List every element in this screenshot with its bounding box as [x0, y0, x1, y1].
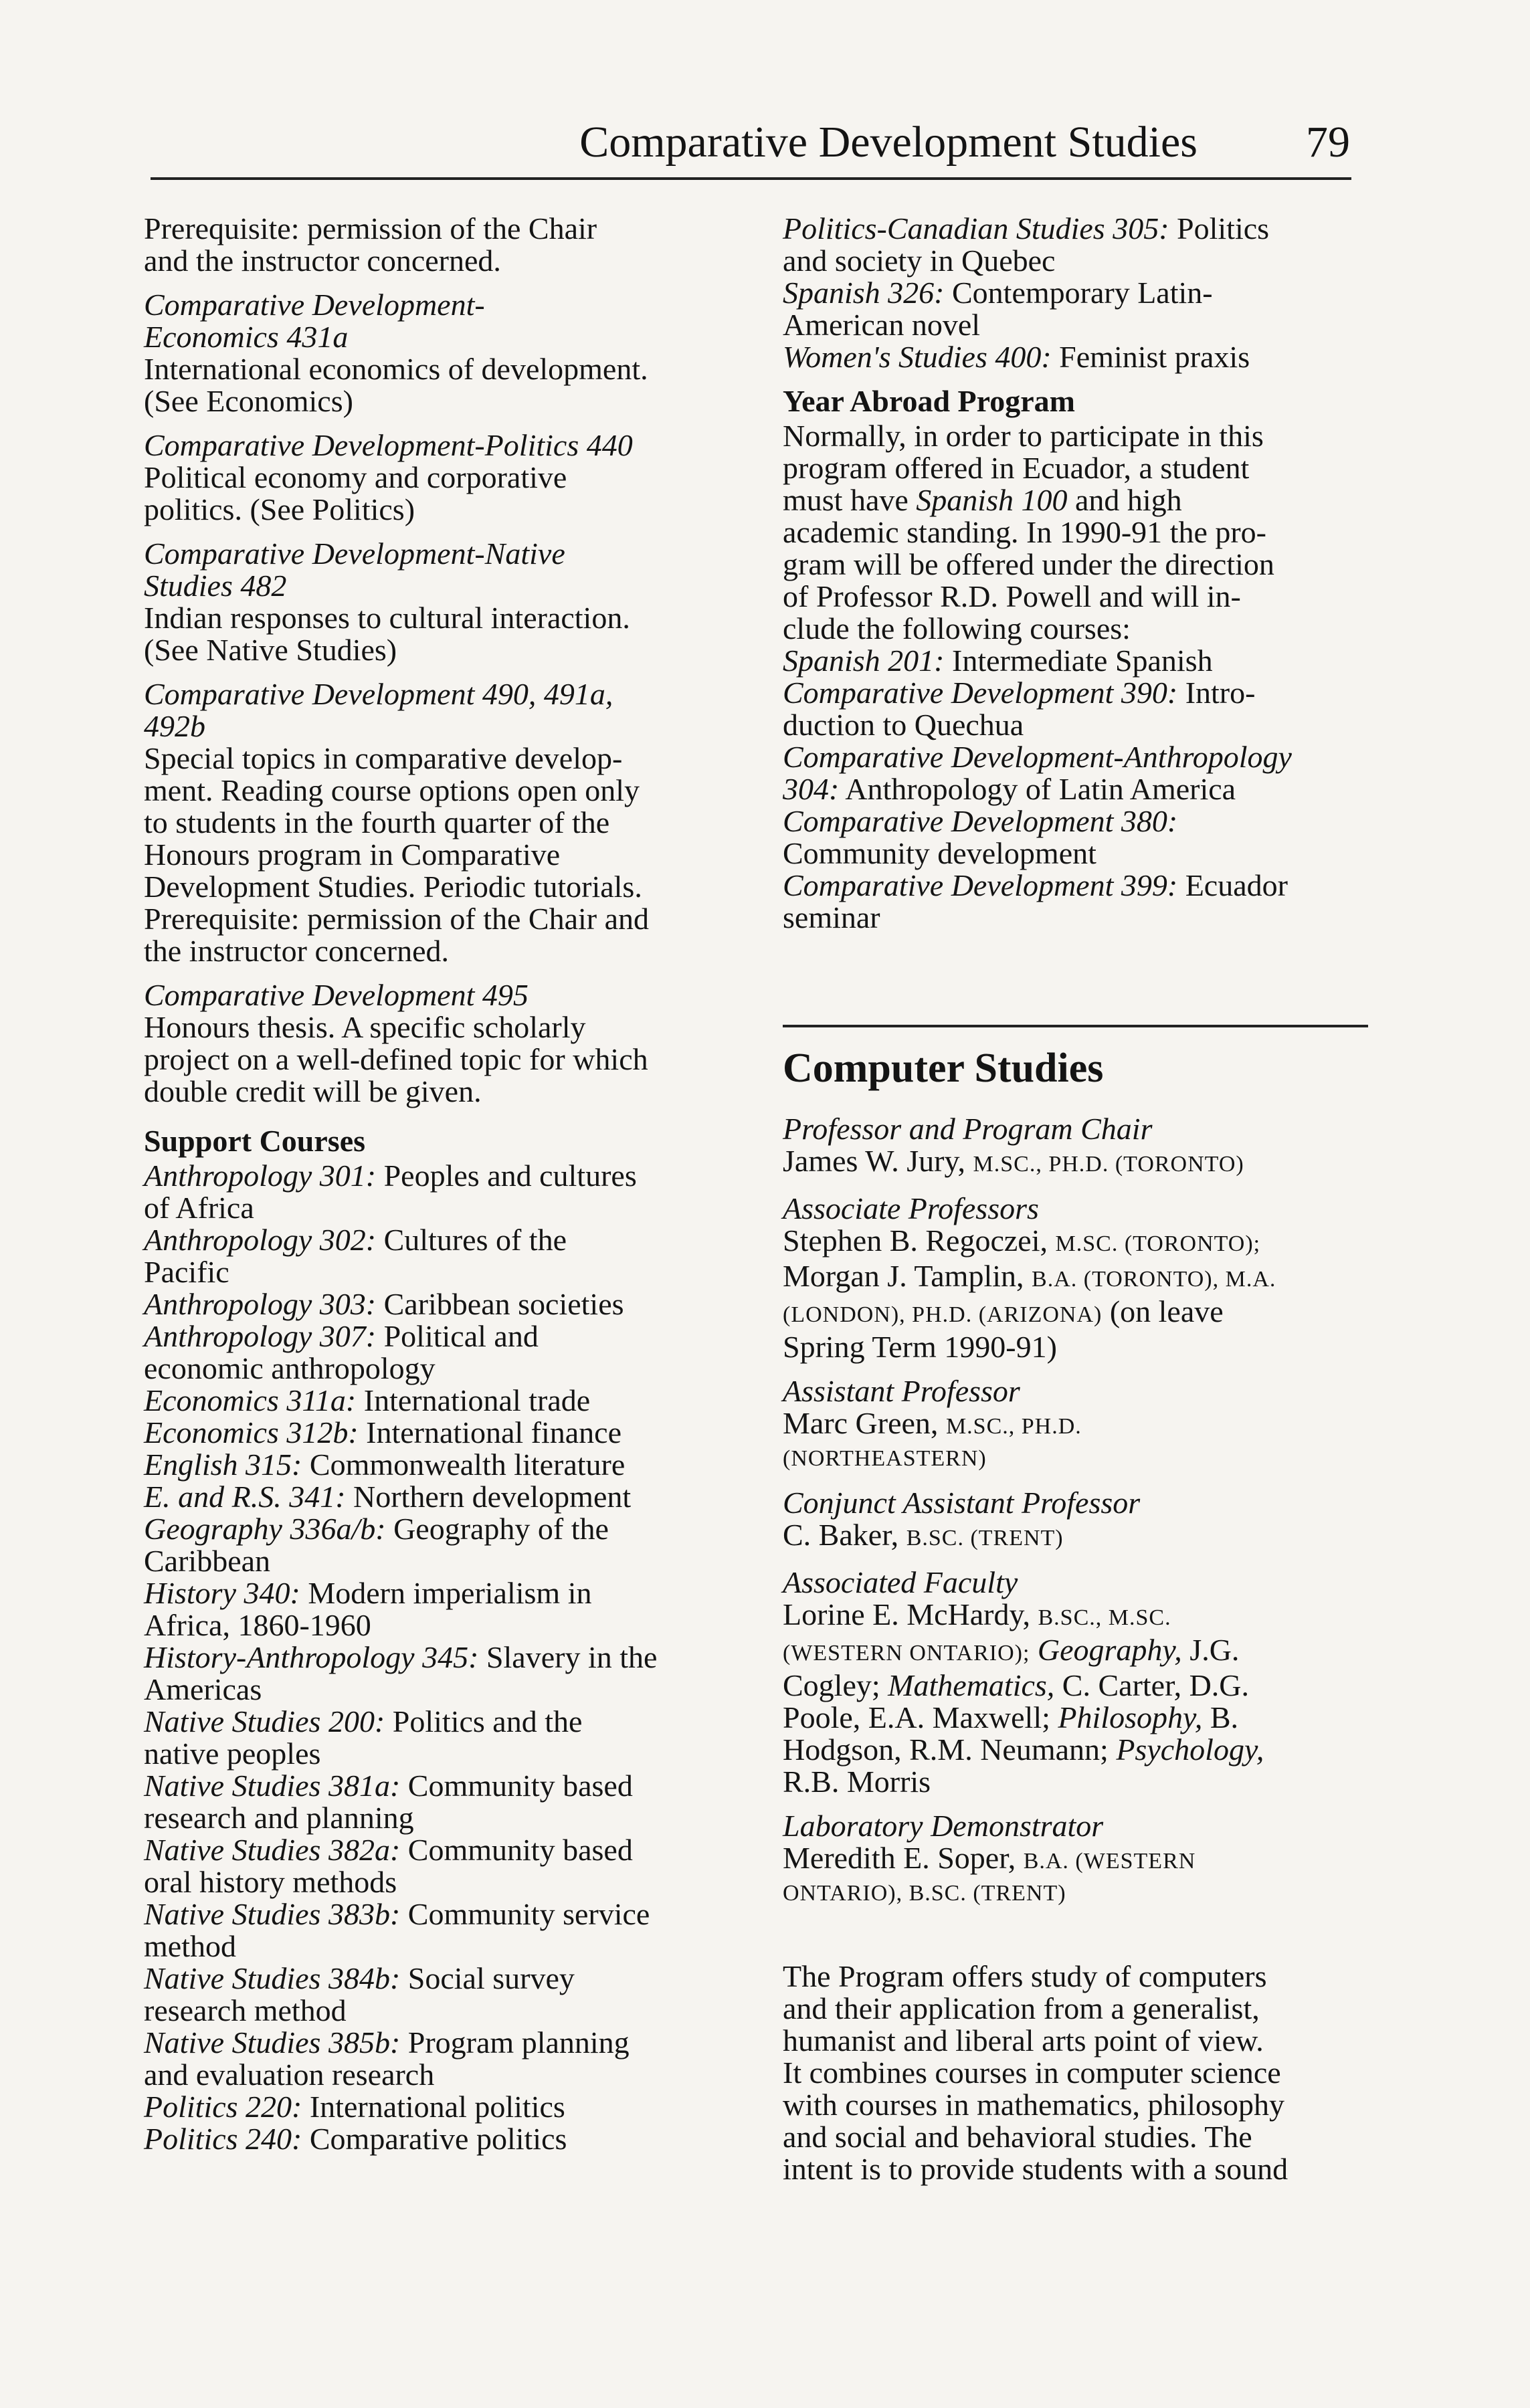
course-line	[144, 1834, 743, 1866]
course-code: Comparative Development 390:	[783, 676, 1178, 710]
course-topic: Community based	[400, 1833, 633, 1867]
course-line	[144, 2123, 743, 2155]
faculty-role: Associated Faculty	[783, 1565, 1018, 1599]
course-topic: Ecuador	[1177, 868, 1288, 902]
course-topic: method	[144, 1929, 236, 1963]
course-code: Economics 312b:	[144, 1415, 359, 1449]
year-abroad-heading: Year Abroad Program	[783, 384, 1075, 418]
course-title: Comparative Development-	[144, 288, 485, 322]
course-topic: Community development	[783, 836, 1096, 870]
course-title: Comparative Development 490, 491a,	[144, 677, 613, 711]
course-code: Native Studies 200:	[144, 1704, 385, 1738]
course-line	[144, 1609, 743, 1641]
course-line	[783, 902, 1368, 934]
support-course-list	[144, 1160, 743, 2155]
course-code: Politics 220:	[144, 2090, 302, 2124]
course-line	[144, 1995, 743, 2027]
course-topic: oral history methods	[144, 1865, 397, 1899]
course-topic: duction to Quechua	[783, 708, 1024, 742]
course-topic: Americas	[144, 1672, 262, 1706]
course-line	[144, 1320, 743, 1352]
course-code: History 340:	[144, 1576, 300, 1610]
course-description: (See Native Studies)	[144, 633, 397, 667]
course-topic: and evaluation research	[144, 2058, 435, 2092]
right-column	[783, 213, 1368, 2197]
program-description: The Program offers study of computers and their application from a generalist, humanist and liberal arts point of view. It combines courses in computer science with courses in mathematics, philosophy and social and behavioral studies. The intent is to provide students with a sound	[783, 1959, 1288, 2186]
course-code: 304:	[783, 772, 840, 806]
faculty-associate-professors: Associate Professors Stephen B. Regoczei, M.SC. (TORONTO); Morgan J. Tamplin, B.A. (TORONTO), M.A. (LONDON), PH.D. (ARIZONA) (on leave Spring Term 1990-91)	[783, 1193, 1368, 1363]
course-topic: Social survey	[400, 1961, 575, 1995]
year-abroad-course-list	[783, 645, 1368, 934]
course-topic: Africa, 1860-1960	[144, 1608, 371, 1642]
course-line	[144, 1417, 743, 1449]
course-line	[144, 1898, 743, 1930]
course-topic: economic anthropology	[144, 1351, 436, 1385]
course-line	[144, 1545, 743, 1577]
course-topic: Peoples and cultures	[376, 1159, 637, 1193]
course-topic: Northern development	[345, 1480, 632, 1514]
course-topic: Commonwealth literature	[302, 1447, 626, 1482]
course-code: English 315:	[144, 1447, 302, 1482]
course-code: Native Studies 382a:	[144, 1833, 401, 1867]
left-column	[144, 213, 743, 2155]
course-line	[144, 1513, 743, 1545]
course-code: Anthropology 302:	[144, 1223, 377, 1257]
computer-studies-heading: Computer Studies	[783, 1045, 1104, 1091]
course-description: politics. (See Politics)	[144, 492, 415, 526]
course-line	[783, 645, 1368, 677]
course-topic: and society in Quebec	[783, 243, 1056, 278]
course-title: 492b	[144, 709, 205, 743]
faculty-associated: Associated Faculty Lorine E. McHardy, B.SC., M.SC. (WESTERN ONTARIO); Geography, J.G. Cogley; Mathematics, C. Carter, D.G. Poole, E.A. Maxwell; Philosophy, B. Hodgson, R.M. Neumann; Psychology, R.B. Morris	[783, 1567, 1368, 1798]
course-title: Comparative Development-Politics 440	[144, 428, 633, 462]
course-line	[783, 837, 1368, 870]
course-line	[144, 1352, 743, 1385]
course-line	[144, 1385, 743, 1417]
faculty-role: Laboratory Demonstrator	[783, 1809, 1104, 1843]
course-code: Anthropology 307:	[144, 1319, 377, 1353]
course-code: Women's Studies 400:	[783, 340, 1052, 374]
course-code: Comparative Development 399:	[783, 868, 1178, 902]
faculty-lab-demonstrator: Laboratory Demonstrator Meredith E. Soper, B.A. (WESTERN ONTARIO), B.SC. (TRENT)	[783, 1810, 1368, 1910]
course-code: Geography 336a/b:	[144, 1512, 386, 1546]
course-line	[144, 1706, 743, 1738]
course-line	[144, 1802, 743, 1834]
course-title: Economics 431a	[144, 320, 349, 354]
course-code: Comparative Development 380:	[783, 804, 1178, 838]
course-line	[144, 1641, 743, 1674]
course-line	[783, 805, 1368, 837]
course-cd-482	[144, 538, 743, 666]
course-title: Studies 482	[144, 569, 287, 603]
course-line	[144, 1481, 743, 1513]
course-code: Comparative Development-Anthropology	[783, 740, 1292, 774]
course-topic: Contemporary Latin-	[944, 276, 1213, 310]
course-code: Spanish 201:	[783, 643, 945, 678]
year-abroad-text: Normally, in order to participate in this program offered in Ecuador, a student must have Spanish 100 and high academic standing. In 1990-91 the pro- gram will be offered under the direction of Professor R.D. Powell and will in- clude the following courses: Spanish 201: Intermediate Spanish Comparative Development 390: Intro- duction to Quechua Comparative Development-Anthropology 304: Anthropology of Latin America Comparative Development 380: Community development Comparative Development 399: Ecuador seminar	[783, 420, 1368, 934]
course-topic: Cultures of the	[376, 1223, 567, 1257]
course-topic: Community service	[400, 1897, 650, 1931]
course-topic: Caribbean	[144, 1544, 271, 1578]
course-line	[144, 1738, 743, 1770]
course-line	[144, 1449, 743, 1481]
course-code: Native Studies 383b:	[144, 1897, 401, 1931]
page-header	[151, 110, 1351, 180]
course-line	[144, 1288, 743, 1320]
course-code: Anthropology 303:	[144, 1287, 377, 1321]
faculty-role: Professor and Program Chair	[783, 1112, 1153, 1146]
course-line	[144, 1160, 743, 1192]
course-topic: research and planning	[144, 1801, 414, 1835]
course-topic: seminar	[783, 900, 880, 934]
course-line	[144, 1930, 743, 1963]
course-cd-440	[144, 429, 743, 526]
course-topic: Comparative politics	[302, 2122, 567, 2156]
course-line	[783, 870, 1368, 902]
course-code: Native Studies 381a:	[144, 1769, 401, 1803]
course-code: Politics-Canadian Studies 305:	[783, 211, 1169, 245]
course-line	[144, 2027, 743, 2059]
course-line	[783, 245, 1368, 277]
course-topic: Politics and the	[385, 1704, 583, 1738]
course-topic: American novel	[783, 308, 981, 342]
course-line	[783, 677, 1368, 709]
course-topic: Intro-	[1177, 676, 1256, 710]
course-code: Native Studies 384b:	[144, 1961, 401, 1995]
course-line	[783, 741, 1368, 773]
course-cd-495: Comparative Development 495 Honours thesis. A specific scholarly project on a well-defined topic for which double credit will be given.	[144, 979, 743, 1108]
course-topic: of Africa	[144, 1191, 254, 1225]
course-topic: Modern imperialism in	[300, 1576, 592, 1610]
course-line	[783, 309, 1368, 341]
course-topic: Caribbean societies	[376, 1287, 624, 1321]
course-line	[783, 773, 1368, 805]
running-title: Comparative Development Studies	[579, 118, 1198, 167]
page-number: 79	[1306, 118, 1350, 167]
course-topic: Anthropology of Latin America	[839, 772, 1236, 806]
course-line	[144, 2091, 743, 2123]
section-divider	[783, 1025, 1368, 1027]
course-code: Spanish 326:	[783, 276, 945, 310]
course-line	[783, 341, 1368, 373]
course-topic: Community based	[400, 1769, 633, 1803]
course-line	[144, 1192, 743, 1224]
course-cd-490: Comparative Development 490, 491a, 492b Special topics in comparative develop- ment. Reading course options open only to students in the fourth quarter of the Honours program in Comparative Development Studies. Periodic tutorials. Prerequisite: permission of the Chair and the instructor concerned.	[144, 678, 743, 967]
course-line	[783, 213, 1368, 245]
course-code: Economics 311a:	[144, 1383, 357, 1417]
faculty-chair: Professor and Program Chair James W. Jury, M.SC., PH.D. (TORONTO)	[783, 1113, 1368, 1181]
course-topic: Political and	[376, 1319, 539, 1353]
course-line	[144, 2059, 743, 2091]
course-topic: Feminist praxis	[1051, 340, 1250, 374]
course-cd-431a	[144, 289, 743, 417]
course-description: (See Economics)	[144, 384, 353, 418]
course-code: Politics 240:	[144, 2122, 302, 2156]
course-code: Anthropology 301:	[144, 1159, 377, 1193]
course-topic: Intermediate Spanish	[944, 643, 1213, 678]
course-topic: Geography of the	[385, 1512, 609, 1546]
course-line	[144, 1770, 743, 1802]
faculty-role: Conjunct Assistant Professor	[783, 1486, 1141, 1520]
course-description: Political economy and corporative	[144, 460, 567, 494]
course-topic: International politics	[302, 2090, 565, 2124]
course-description: Indian responses to cultural interaction.	[144, 601, 630, 635]
course-code: Native Studies 385b:	[144, 2025, 401, 2060]
course-line	[144, 1866, 743, 1898]
course-description: International economics of development.	[144, 352, 648, 386]
faculty-role: Associate Professors	[783, 1191, 1039, 1225]
course-line	[144, 1256, 743, 1288]
faculty-conjunct-professor: Conjunct Assistant Professor C. Baker, B.SC. (TRENT)	[783, 1487, 1368, 1554]
course-line	[144, 1674, 743, 1706]
course-topic: Pacific	[144, 1255, 229, 1289]
course-topic: research method	[144, 1993, 347, 2027]
course-line	[144, 1577, 743, 1609]
faculty-assistant-professor: Assistant Professor Marc Green, M.SC., PH.D. (NORTHEASTERN)	[783, 1375, 1368, 1475]
course-topic: Slavery in the	[478, 1640, 658, 1674]
course-topic: native peoples	[144, 1736, 321, 1771]
course-title: Comparative Development 495	[144, 978, 529, 1012]
course-topic: International finance	[358, 1415, 622, 1449]
course-line	[144, 1963, 743, 1995]
course-topic: Politics	[1169, 211, 1270, 245]
support-courses-heading: Support Courses	[144, 1124, 366, 1158]
course-title: Comparative Development-Native	[144, 536, 565, 571]
course-topic: International trade	[356, 1383, 591, 1417]
faculty-role: Assistant Professor	[783, 1374, 1020, 1408]
course-line	[144, 1224, 743, 1256]
prerequisite-note: Prerequisite: permission of the Chair and the instructor concerned.	[144, 211, 597, 278]
course-line	[783, 277, 1368, 309]
course-line	[783, 709, 1368, 741]
course-topic: Program planning	[400, 2025, 630, 2060]
course-code: E. and R.S. 341:	[144, 1480, 346, 1514]
support-course-list-continued	[783, 213, 1368, 373]
course-code: History-Anthropology 345:	[144, 1640, 479, 1674]
